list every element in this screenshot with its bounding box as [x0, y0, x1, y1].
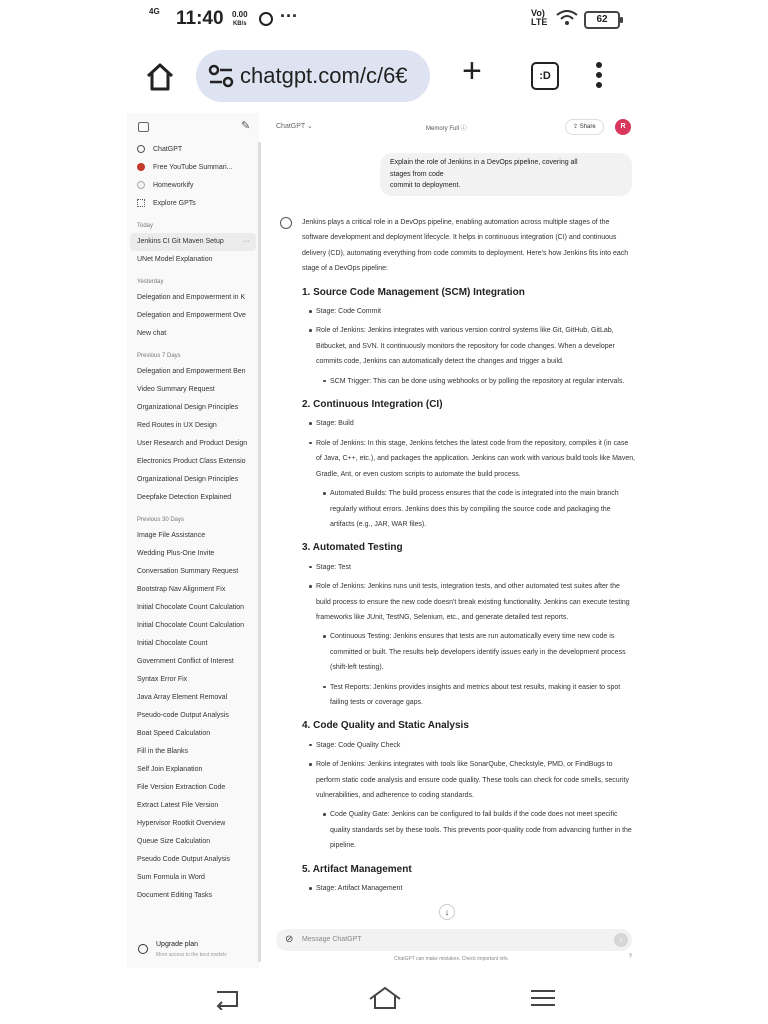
answer-intro: Jenkins plays a critical role in a DevOps pipeline, enabling automation across multiple stages of the software development and deployment lifecycle. It helps in continuous integration (CI) and continuous delivery (CD), automating everything from code commits to deployment. Here's how Jenkins fits into each stage of a DevOps pipeline:: [302, 219, 629, 273]
more-options-icon[interactable]: ···: [243, 238, 250, 245]
upgrade-icon: [138, 944, 148, 954]
sidebar-history-item[interactable]: [127, 599, 259, 617]
sidebar-history-item[interactable]: [127, 779, 259, 797]
history-item-label: Delegation and Empowerment in K: [137, 294, 246, 301]
sidebar-history-item[interactable]: [127, 307, 259, 325]
history-item-label: Jenkins CI Git Maven Setup: [137, 238, 224, 245]
model-selector[interactable]: ChatGPT ⌄: [276, 123, 313, 130]
history-item-label: Red Routes in UX Design: [137, 422, 217, 429]
send-button[interactable]: ↑: [614, 933, 628, 947]
system-nav-bar: [0, 975, 768, 1024]
sidebar-history-item[interactable]: [127, 761, 259, 779]
history-item-label: Syntax Error Fix: [137, 676, 188, 683]
battery-indicator: 62: [584, 11, 620, 29]
recent-apps-icon[interactable]: [530, 988, 556, 1008]
answer-bullet: Test Reports: Jenkins provides insights and metrics about test results, making it easier to spot failing tests or coverage gaps.: [330, 680, 636, 711]
chatgpt-logo-icon: [137, 145, 145, 153]
history-item-label: Document Editing Tasks: [137, 892, 212, 899]
history-item-label: User Research and Product Design: [137, 440, 248, 447]
sidebar: [127, 113, 259, 968]
wifi-icon: [556, 10, 578, 26]
history-item-label: Deepfake Detection Explained: [137, 494, 232, 501]
answer-bullet: Automated Builds: The build process ensures that the code is integrated into the main branch regularly without errors. Jenkins does this by compiling the source code and packaging the artifacts (e.g., JAR, WAR files).: [330, 486, 636, 532]
new-chat-icon[interactable]: ✎: [241, 120, 251, 132]
answer-bullet: Stage: Test: [316, 560, 636, 575]
answer-section-title: 1. Source Code Management (SCM) Integration: [302, 286, 525, 298]
assistant-message: [280, 215, 636, 896]
sidebar-history-item[interactable]: [127, 689, 259, 707]
history-item-label: UNet Model Explanation: [137, 256, 213, 263]
answer-section-title: 5. Artifact Management: [302, 863, 412, 875]
upgrade-label: Upgrade plan: [156, 941, 199, 948]
history-item-label: Pseudo Code Output Analysis: [137, 856, 231, 863]
sidebar-history-item[interactable]: [127, 251, 259, 269]
answer-bullet: Continuous Testing: Jenkins ensures that tests are run automatically every time new code is committed or built. The results help developers identify issues early in the development process (shift-left testing).: [330, 629, 636, 675]
history-item-label: Java Array Element Removal: [137, 694, 228, 701]
history-item-label: Bootstrap Nav Alignment Fix: [137, 586, 226, 593]
history-item-label: Organizational Design Principles: [137, 476, 239, 483]
sidebar-history-item[interactable]: [127, 617, 259, 635]
sidebar-history-item[interactable]: [127, 381, 259, 399]
sidebar-history-item[interactable]: [127, 797, 259, 815]
answer-bullet: Code Quality Gate: Jenkins can be configured to fail builds if the code does not meet specific quality standards set by these tools. This prevents poor-quality code from advancing further in the pipeline.: [330, 807, 636, 853]
clock: 11:40: [176, 8, 224, 29]
answer-bullet: Stage: Code Commit: [316, 304, 636, 319]
history-item-label: Sum Formula in Word: [137, 874, 205, 881]
history-item-label: Initial Chocolate Count: [137, 640, 208, 647]
sidebar-history-item[interactable]: [127, 289, 259, 307]
sidebar-history-item[interactable]: [127, 563, 259, 581]
share-button[interactable]: ⇪ Share: [565, 119, 604, 135]
chatgpt-app: [127, 113, 641, 968]
answer-bullet-list: [280, 560, 636, 711]
answer-bullet-list: [280, 738, 636, 854]
sidebar-history-item[interactable]: [127, 325, 259, 343]
answer-bullet-list: [280, 304, 636, 389]
sidebar-item-explore-gpts[interactable]: Explore GPTs: [127, 195, 259, 213]
site-settings-icon[interactable]: [208, 64, 234, 88]
upgrade-sublabel: More access to the best models: [156, 952, 227, 958]
sidebar-history-item[interactable]: [127, 399, 259, 417]
sidebar-history-item[interactable]: [127, 435, 259, 453]
answer-bullet-list: [280, 416, 636, 532]
message-composer: [276, 929, 632, 951]
sidebar-history-item[interactable]: [127, 851, 259, 869]
history-item-label: Pseudo-code Output Analysis: [137, 712, 229, 719]
history-item-label: Hypervisor Rootkit Overview: [137, 820, 226, 827]
url-text: chatgpt.com/c/6€: [240, 63, 408, 88]
answer-bullet: Role of Jenkins: In this stage, Jenkins fetches the latest code from the repository, compiles it (in case of Java, C++, etc.), and packages the application. Jenkins can work with various build tools like Maven, Gradle, Ant, or even custom scripts to automate the build process.: [316, 436, 636, 482]
data-saver-icon: [259, 12, 273, 26]
history-item-label: Initial Chocolate Count Calculation: [137, 604, 245, 611]
history-item-label: Fill in the Blanks: [137, 748, 188, 755]
chat-history: [127, 213, 259, 905]
sidebar-history-item[interactable]: [127, 869, 259, 887]
gpt-avatar-icon: [137, 163, 145, 171]
sidebar-history-item[interactable]: [127, 653, 259, 671]
home-nav-icon[interactable]: [367, 985, 403, 1011]
sidebar-history-item[interactable]: [127, 815, 259, 833]
sidebar-history-item[interactable]: [127, 833, 259, 851]
net-speed-value: 0.00: [232, 10, 248, 19]
history-item-label: Wedding Plus-One Invite: [137, 550, 215, 557]
sidebar-history-item[interactable]: [127, 671, 259, 689]
history-item-label: Delegation and Empowerment Ove: [137, 312, 246, 319]
sidebar-history-item[interactable]: [127, 363, 259, 381]
answer-bullet-list: [280, 881, 636, 896]
history-item-label: File Version Extraction Code: [137, 784, 226, 791]
history-item-label: Extract Latest File Version: [137, 802, 219, 809]
sidebar-history-item[interactable]: [127, 453, 259, 471]
answer-section-title: 2. Continuous Integration (CI): [302, 399, 443, 411]
answer-section-title: 3. Automated Testing: [302, 542, 403, 554]
sidebar-history-item[interactable]: [127, 635, 259, 653]
browser-menu-icon[interactable]: [596, 62, 604, 92]
sidebar-history-item[interactable]: [127, 743, 259, 761]
answer-bullet: Role of Jenkins: Jenkins integrates with tools like SonarQube, Checkstyle, PMD, or FindBugs to perform static code analysis and ensure code quality. These tools can check for code smells, security vulnerabilities, and adherence to coding standards.: [316, 757, 636, 803]
history-item-label: Video Summary Request: [137, 386, 215, 393]
sidebar-history-item[interactable]: [127, 581, 259, 599]
history-item-label: Queue Size Calculation: [137, 838, 211, 845]
answer-bullet: SCM Trigger: This can be done using webhooks or by polling the repository at regular intervals.: [330, 374, 636, 389]
answer-bullet: Role of Jenkins: Jenkins integrates with various version control systems like Git, GitHub, GitLab, Bitbucket, and SVN. It continuously monitors the repository for code changes. When a developer commits code, Jenkins can automatically detect the changes and trigger a build.: [316, 323, 636, 369]
chat-main: [262, 113, 641, 968]
history-item-label: Delegation and Empowerment Ben: [137, 368, 246, 375]
help-button[interactable]: ?: [628, 954, 632, 960]
message-input[interactable]: Message ChatGPT: [302, 936, 362, 943]
more-notifications-icon: ···: [280, 6, 298, 26]
new-tab-icon[interactable]: +: [462, 52, 482, 90]
volte-indicator: Vo) LTE: [531, 8, 548, 27]
sidebar-history-item[interactable]: [127, 545, 259, 563]
sidebar-history-item[interactable]: [127, 887, 259, 905]
scroll-down-button[interactable]: ↓: [439, 904, 455, 920]
sidebar-item-youtube-summarizer[interactable]: Free YouTube Summari...: [127, 159, 259, 177]
sidebar-item-homeworkify[interactable]: Homeworkify: [127, 177, 259, 195]
sidebar-toggle-icon[interactable]: [138, 122, 149, 132]
upgrade-plan-button[interactable]: [127, 928, 259, 968]
signal-indicator: 4G: [149, 7, 160, 16]
sidebar-section-heading: Yesterday: [137, 279, 164, 285]
sidebar-history-item[interactable]: [127, 707, 259, 725]
history-item-label: Electronics Product Class Extensio: [137, 458, 246, 465]
answer-bullet: Role of Jenkins: Jenkins runs unit tests, integration tests, and other automated test suites after the build process to ensure the new code doesn't break existing functionality. Jenkins can execute testing frameworks like JUnit, TestNG, Selenium, etc., and generate detailed test reports.: [316, 579, 636, 625]
grid-icon: [137, 199, 145, 207]
answer-section-title: 4. Code Quality and Static Analysis: [302, 720, 469, 732]
sidebar-history-item[interactable]: [127, 527, 259, 545]
sidebar-history-item[interactable]: [127, 489, 259, 507]
sidebar-history-item[interactable]: [130, 233, 256, 251]
history-item-label: Conversation Summary Request: [137, 568, 239, 575]
history-item-label: Government Conflict of Interest: [137, 658, 234, 665]
net-speed: [232, 11, 248, 28]
disclaimer: ChatGPT can make mistakes. Check important info.: [394, 956, 509, 962]
chatgpt-logo-icon: [280, 217, 292, 229]
sidebar-top-items: [127, 141, 259, 213]
sidebar-scrollbar[interactable]: [258, 142, 261, 962]
net-speed-unit: KB/s: [232, 21, 247, 27]
history-item-label: Initial Chocolate Count Calculation: [137, 622, 245, 629]
gpt-avatar-icon: [137, 181, 145, 189]
browser-toolbar: [0, 46, 768, 106]
sidebar-history-item[interactable]: [127, 725, 259, 743]
address-bar[interactable]: [196, 50, 430, 102]
back-icon[interactable]: [213, 988, 241, 1010]
answer-bullet: Stage: Build: [316, 416, 636, 431]
history-item-label: Self Join Explanation: [137, 766, 203, 773]
user-message: Explain the role of Jenkins in a DevOps pipeline, covering all stages from code commit to deployment.: [380, 153, 632, 196]
history-item-label: Boat Speed Calculation: [137, 730, 211, 737]
history-item-label: Image File Assistance: [137, 532, 206, 539]
tab-switcher-button[interactable]: :D: [531, 62, 559, 90]
sidebar-history-item[interactable]: [127, 471, 259, 489]
chat-header: [262, 113, 641, 141]
history-item-label: New chat: [137, 330, 167, 337]
home-icon[interactable]: [143, 60, 177, 94]
history-item-label: Organizational Design Principles: [137, 404, 239, 411]
sidebar-item-chatgpt[interactable]: ChatGPT: [127, 141, 259, 159]
memory-status[interactable]: Memory Full ⓘ: [426, 126, 467, 132]
attach-icon[interactable]: ⊘: [285, 934, 294, 945]
answer-bullet: Stage: Artifact Management: [316, 881, 636, 896]
sidebar-section-heading: Previous 7 Days: [137, 353, 181, 359]
answer-sections: [280, 285, 636, 897]
sidebar-section-heading: Today: [137, 223, 154, 229]
avatar[interactable]: R: [615, 119, 631, 135]
sidebar-section-heading: Previous 30 Days: [137, 517, 185, 523]
sidebar-history-item[interactable]: [127, 417, 259, 435]
status-bar: [0, 0, 768, 40]
answer-bullet: Stage: Code Quality Check: [316, 738, 636, 753]
